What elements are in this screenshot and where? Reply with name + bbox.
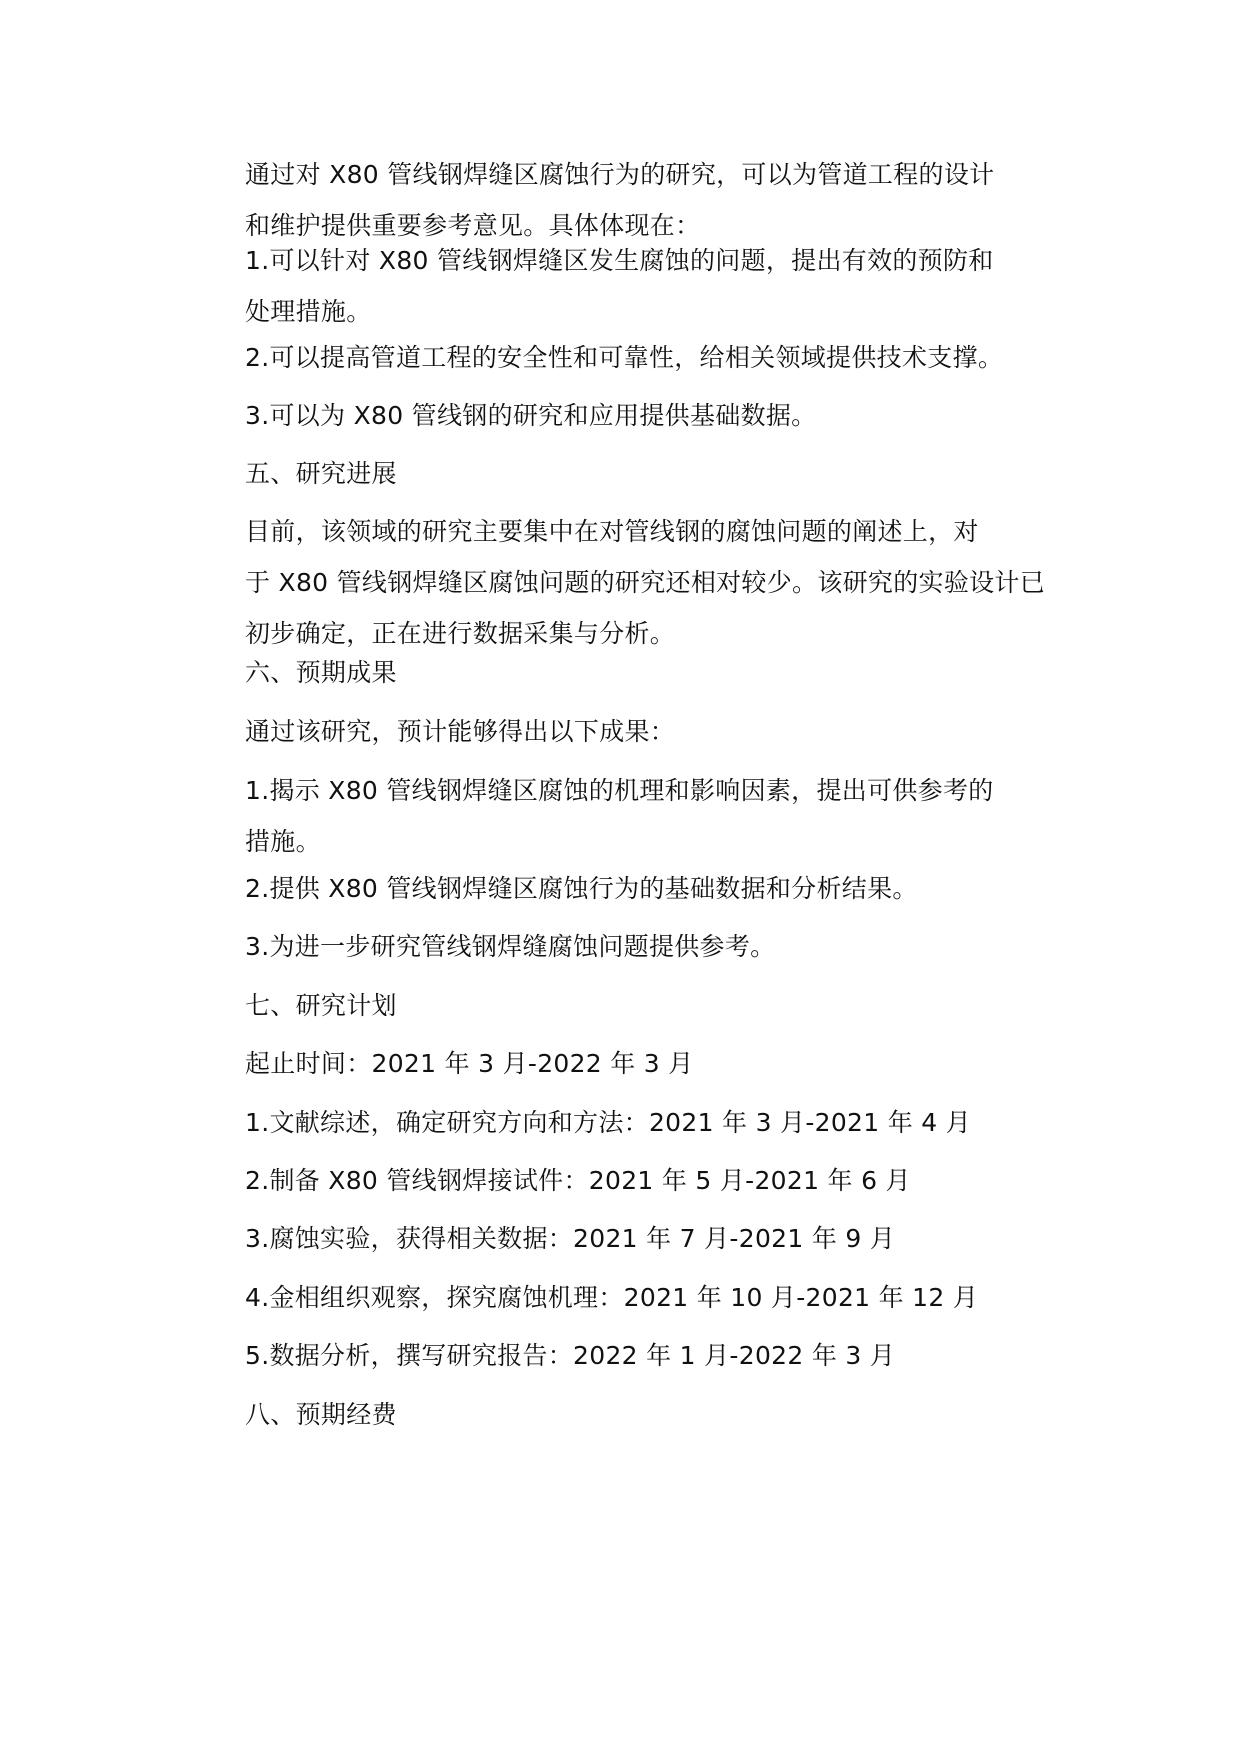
paragraph-results-item-3	[187, 921, 1077, 972]
paragraph-plan-item-2	[187, 1155, 1077, 1206]
text-line: 1.文献综述，确定研究方向和方法：2021 年 3 月-2021 年 4 月	[245, 1108, 972, 1137]
text-line: 3.腐蚀实验，获得相关数据：2021 年 7 月-2021 年 9 月	[245, 1224, 896, 1253]
text-line: 六、预期成果	[245, 658, 397, 687]
paragraph-progress	[187, 506, 1077, 659]
text-line: 七、研究计划	[245, 991, 397, 1020]
text-line: 于 X80 管线钢焊缝区腐蚀问题的研究还相对较少。该研究的实验设计已	[245, 568, 1046, 597]
paragraph-significance-item-2	[187, 332, 1077, 383]
paragraph-significance-item-1	[187, 235, 1077, 337]
text-line: 2.制备 X80 管线钢焊接试件：2021 年 5 月-2021 年 6 月	[245, 1166, 911, 1195]
text-line: 初步确定，正在进行数据采集与分析。	[245, 619, 676, 648]
text-line: 处理措施。	[245, 297, 372, 326]
text-line: 措施。	[245, 827, 321, 856]
text-line: 通过对 X80 管线钢焊缝区腐蚀行为的研究，可以为管道工程的设计	[245, 160, 995, 189]
paragraph-plan-period	[187, 1038, 1077, 1089]
text-line: 目前，该领域的研究主要集中在对管线钢的腐蚀问题的阐述上，对	[245, 517, 979, 546]
text-line: 1.可以针对 X80 管线钢焊缝区发生腐蚀的问题，提出有效的预防和	[245, 246, 994, 275]
text-line: 2.可以提高管道工程的安全性和可靠性，给相关领域提供技术支撑。	[245, 343, 1004, 372]
text-line: 通过该研究，预计能够得出以下成果：	[245, 717, 676, 746]
text-line: 4.金相组织观察，探究腐蚀机理：2021 年 10 月-2021 年 12 月	[245, 1283, 979, 1312]
paragraph-plan-item-3	[187, 1213, 1077, 1264]
text-line: 八、预期经费	[245, 1400, 397, 1429]
text-line: 起止时间：2021 年 3 月-2022 年 3 月	[245, 1049, 694, 1078]
paragraph-plan-item-1	[187, 1097, 1077, 1148]
section-heading-expected-budget	[187, 1389, 1077, 1440]
paragraph-results-item-2	[187, 863, 1077, 914]
text-line: 五、研究进展	[245, 459, 397, 488]
section-heading-expected-results	[187, 647, 1077, 698]
text-line: 3.可以为 X80 管线钢的研究和应用提供基础数据。	[245, 401, 817, 430]
text-line: 1.揭示 X80 管线钢焊缝区腐蚀的机理和影响因素，提出可供参考的	[245, 776, 994, 805]
paragraph-plan-item-4	[187, 1272, 1077, 1323]
section-heading-progress	[187, 448, 1077, 499]
paragraph-results-intro	[187, 706, 1077, 757]
text-line: 和维护提供重要参考意见。具体体现在：	[245, 211, 701, 240]
paragraph-results-item-1	[187, 765, 1077, 867]
paragraph-significance-item-3	[187, 390, 1077, 441]
text-line: 5.数据分析，撰写研究报告：2022 年 1 月-2022 年 3 月	[245, 1341, 896, 1370]
paragraph-plan-item-5	[187, 1330, 1077, 1381]
text-line: 3.为进一步研究管线钢焊缝腐蚀问题提供参考。	[245, 932, 776, 961]
section-heading-research-plan	[187, 980, 1077, 1031]
text-line: 2.提供 X80 管线钢焊缝区腐蚀行为的基础数据和分析结果。	[245, 874, 918, 903]
